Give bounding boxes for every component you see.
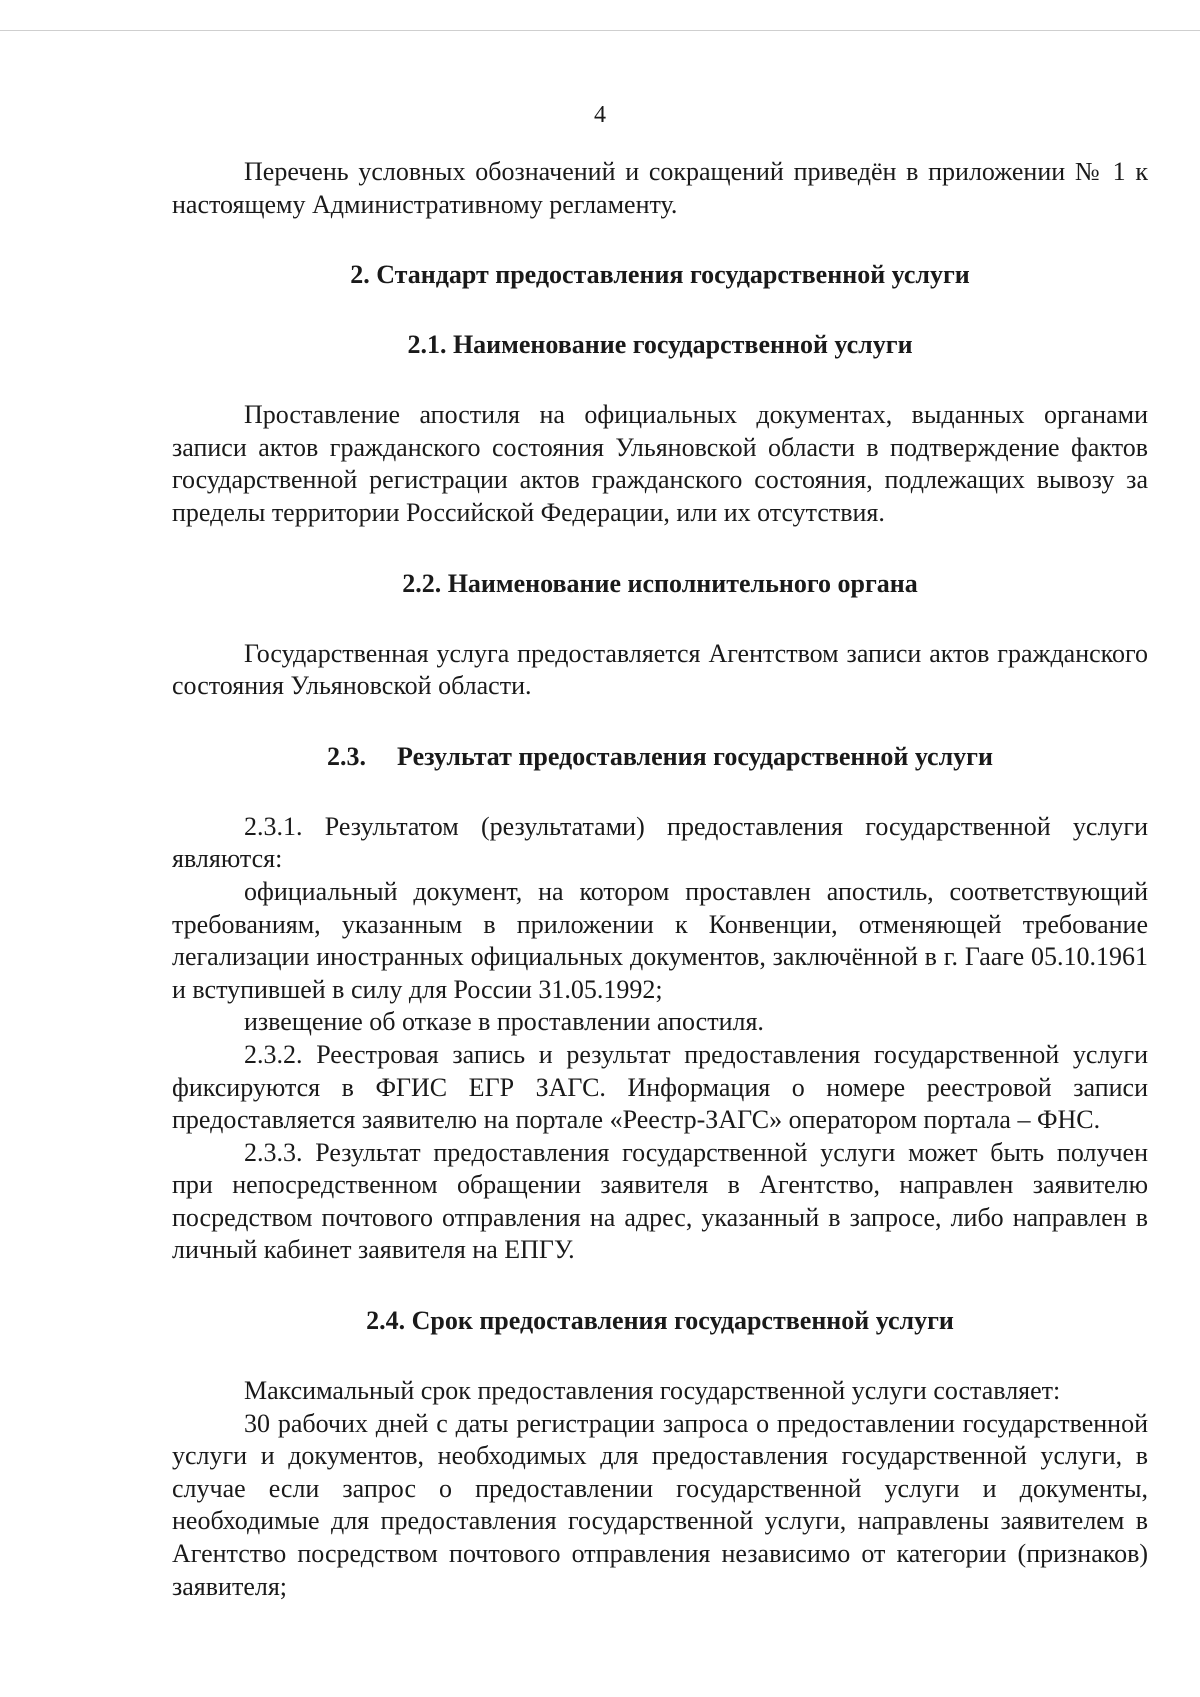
page-number: 4: [594, 102, 606, 128]
scan-top-edge: [0, 30, 1200, 31]
section-2-3-1-paragraph: 2.3.1. Результатом (результатами) предоставления государственной услуги являются:: [172, 811, 1148, 874]
section-2-4-heading: 2.4. Срок предоставления государственной услуги: [366, 1306, 954, 1336]
section-2-3-2-paragraph: 2.3.2. Реестровая запись и результат предоставления государственной услуги фиксируются в ФГИС ЕГР ЗАГС. Информация о номере реестровой записи предоставляется заявителю на портале «Реестр-ЗАГС» оператором портала – ФНС.: [172, 1039, 1148, 1135]
section-2-4-paragraph: Максимальный срок предоставления государственной услуги составляет:: [244, 1376, 1061, 1406]
section-2-heading: 2. Стандарт предоставления государственной услуги: [350, 260, 970, 290]
section-2-3-3-paragraph: 2.3.3. Результат предоставления государственной услуги может быть получен при непосредственном обращении заявителя в Агентство, направлен заявителю посредством почтового отправления на адрес, указанный в запросе, либо направлен в личный кабинет заявителя на ЕПГУ.: [172, 1137, 1148, 1265]
document-body: [172, 156, 1148, 1603]
section-2-2-heading: 2.2. Наименование исполнительного органа: [402, 568, 918, 598]
section-2-3-1-item-refusal: извещение об отказе в проставлении апостиля.: [244, 1007, 764, 1037]
section-2-2-paragraph: Государственная услуга предоставляется Агентством записи актов гражданского состояния Ульяновской области.: [172, 638, 1148, 701]
section-2-1-heading: 2.1. Наименование государственной услуги: [407, 330, 913, 360]
section-2-3-heading: [172, 741, 1148, 773]
intro-paragraph: Перечень условных обозначений и сокращений приведён в приложении № 1 к настоящему Административному регламенту.: [172, 157, 1148, 219]
section-2-1-paragraph: Проставление апостиля на официальных документах, выданных органами записи актов гражданского состояния Ульяновской области в подтверждение фактов государственной регистрации актов гражданского состояния, подлежащих вывозу за пределы территории Российской Федерации, или их отсутствия.: [172, 400, 1148, 527]
section-2-3-number: 2.3.: [327, 741, 367, 771]
section-2-4-term-paragraph: 30 рабочих дней с даты регистрации запроса о предоставлении государственной услуги и документов, необходимых для предоставления государственной услуги, в случае если запрос о предоставлении государственной услуги и документы, необходимые для предоставления государственной услуги, направлены заявителем в Агентство посредством почтового отправления независимо от категории (признаков) заявителя;: [172, 1408, 1148, 1601]
section-2-3-title: Результат предоставления государственной услуги: [397, 741, 993, 771]
section-2-3-1-item-document: официальный документ, на котором проставлен апостиль, соответствующий требованиям, указанным в приложении к Конвенции, отменяющей требование легализации иностранных официальных документов, заключённой в г. Гааге 05.10.1961 и вступившей в силу для России 31.05.1992;: [172, 876, 1148, 1004]
